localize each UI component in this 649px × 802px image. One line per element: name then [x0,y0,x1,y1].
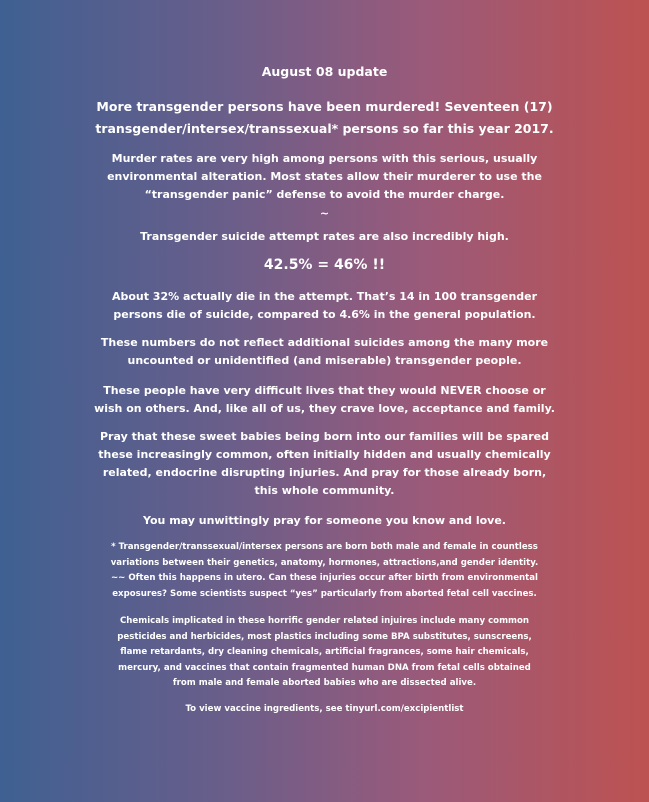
murder-rates-paragraph: Murder rates are very high among persons with this serious, usually environmental alteration. Most states allow their murderer to use the “transgender panic” defense to avoid the murder charge. [107,152,542,201]
tilde-separator: ~ [319,207,330,220]
chemicals-footnote: Chemicals implicated in these horrific gender related injuires include many common pesticides and herbicides, most plastics including some BPA substitutes, sunscreens, flame retardants, dry cleaning chemicals, artificial fragrances, some hair chemicals, mercury, and vaccines that contain fragmented human DNA from fetal cells obtained from male and female aborted babies who are dissected alive. [117,616,532,688]
update-date: August 08 update [261,64,388,79]
suicide-rate-paragraph: Transgender suicide attempt rates are also incredibly high. [140,230,509,243]
headline: More transgender persons have been murdered! Seventeen (17) transgender/intersex/transsexual* persons so far this year 2017. [95,99,554,136]
pray-someone-paragraph: You may unwittingly pray for someone you know and love. [143,514,506,527]
difficult-lives-paragraph: These people have very difficult lives that they would NEVER choose or wish on others. And, like all of us, they crave love, acceptance and family. [94,384,555,415]
suicide-statistic: 42.5% = 46% !! [263,257,386,273]
pray-babies-paragraph: Pray that these sweet babies being born into our families will be spared these increasingly common, often initially hidden and usually chemically related, endocrine disrupting injuries. And pray for those already born, this whole community. [98,430,551,497]
vaccine-ingredients-note: To view vaccine ingredients, see tinyurl.com/excipientlist [185,703,464,714]
uncounted-paragraph: These numbers do not reflect additional suicides among the many more uncounted or unidentified (and miserable) transgender people. [100,336,549,367]
death-rate-paragraph: About 32% actually die in the attempt. That’s 14 in 100 transgender persons die of suicide, compared to 4.6% in the general population. [111,290,538,321]
definition-footnote: * Transgender/transsexual/intersex persons are born both male and female in countless variations between their genetics, anatomy, hormones, attractions,and gender identity. ~~ Often this happens in utero. Can these injuries occur after birth from environmental exposures? Some scientists suspect “yes” particularly from aborted fetal cell vaccines. [110,542,539,599]
